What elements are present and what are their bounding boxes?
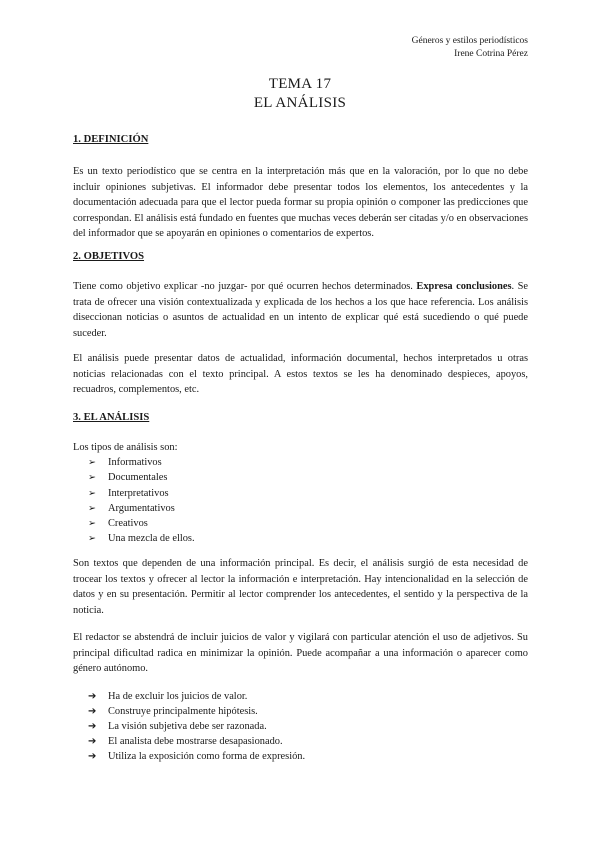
arrowhead-bullet-icon: ➢ [88, 502, 96, 514]
header-author: Irene Cotrina Pérez [454, 49, 528, 59]
paragraph [73, 279, 528, 341]
list-item [88, 516, 195, 531]
section-heading: 3. EL ANÁLISIS [73, 412, 150, 423]
section-analisis-intro [73, 440, 528, 456]
paragraph: El análisis puede presentar datos de actualidad, información documental, hechos interpretados u otras noticias relacionadas con el texto principal. A estos textos se les ha denominado despieces, apoyos, recuadros, complementos, etc. [73, 353, 528, 395]
paragraph: Son textos que dependen de una información principal. Es decir, el análisis surgió de esta necesidad de trocear los textos y ofrecer al lector la información e interpretación. Hay intencionalidad en la selección de datos y en su presentación. Permitir al lector comprender los antecedentes, el sentido y la perspectiva de la noticia. [73, 558, 528, 616]
arrowhead-bullet-icon: ➢ [88, 518, 96, 530]
arrow-bullet-icon: ➔ [88, 691, 97, 702]
section-objetivos-body [73, 279, 528, 341]
list-item-text: Documentales [108, 472, 168, 484]
page-title-topic: TEMA 17 [268, 76, 332, 92]
list-item-text: Una mezcla de ellos. [108, 533, 195, 545]
paragraph: Es un texto periodístico que se centra en la interpretación más que en la valoración, por lo que no debe incluir opiniones subjetivas. El informador debe presentar todos los elementos, los antecedentes y la documentación adecuada para que el lector pueda formar su propia opinión o componer las predicciones que correspondan. El análisis está fundado en fuentes que muchas veces deberán ser citadas y/o en observaciones del informador que se apoyarán en opiniones o comentarios de expertos. [73, 166, 528, 239]
list-item [88, 455, 195, 470]
page-title: EL ANÁLISIS [253, 95, 347, 111]
arrow-bullet-icon: ➔ [88, 736, 97, 747]
arrowhead-bullet-icon: ➢ [88, 457, 96, 468]
paragraph: El redactor se abstendrá de incluir juicios de valor y vigilará con particular atención el uso de adjetivos. Su principal dificultad radica en minimizar la opinión. Puede acompañar a una información o aparecer como género autónomo. [73, 632, 528, 674]
arrow-bullet-icon: ➔ [88, 751, 97, 762]
list-item [88, 501, 195, 516]
section-definicion-body [73, 164, 528, 242]
arrowhead-bullet-icon: ➢ [88, 533, 96, 545]
arrowhead-bullet-icon: ➢ [88, 472, 96, 484]
section-definicion [73, 132, 528, 148]
list-item [88, 704, 305, 719]
list-item-text: La visión subjetiva debe ser razonada. [108, 721, 267, 732]
analysis-rules-list [88, 689, 305, 764]
arrow-bullet-icon: ➔ [88, 706, 97, 717]
section-analisis-body-1 [73, 556, 528, 618]
page-header [412, 35, 528, 61]
list-item [88, 719, 305, 734]
section-analisis-body-2 [73, 630, 528, 677]
list-item-text: Informativos [108, 457, 162, 468]
text-run: . Se trata de ofrecer una visión contextualizada y explicada de los hechos a los que hace referencia. Los análisis diseccionan noticias o asuntos de actualidad en un intento de explicar qué está sucediendo o qué puede suceder. [73, 281, 528, 339]
list-item [88, 749, 305, 764]
list-item-text: Ha de excluir los juicios de valor. [108, 691, 248, 702]
section-analisis [73, 410, 528, 426]
bold-text: Expresa conclusiones [416, 281, 512, 292]
list-item-text: Argumentativos [108, 502, 175, 514]
header-subject: Géneros y estilos periodísticos [411, 36, 528, 46]
list-item [88, 734, 305, 749]
paragraph: Los tipos de análisis son: [73, 442, 178, 453]
list-item-text: Interpretativos [108, 487, 169, 499]
list-item [88, 486, 195, 501]
section-objetivos-body-2 [73, 351, 528, 398]
list-item-text: El analista debe mostrarse desapasionado. [108, 736, 283, 747]
section-heading: 2. OBJETIVOS [73, 251, 145, 262]
list-item-text: Utiliza la exposición como forma de expresión. [108, 751, 306, 762]
section-objetivos [73, 249, 528, 265]
text-run: Tiene como objetivo explicar -no juzgar- por qué ocurren hechos determinados. [73, 281, 417, 292]
list-item [88, 531, 195, 546]
analysis-types-list [88, 455, 195, 547]
arrow-bullet-icon: ➔ [88, 721, 97, 732]
list-item-text: Construye principalmente hipótesis. [108, 706, 258, 717]
list-item-text: Creativos [108, 518, 148, 530]
list-item [88, 689, 305, 704]
arrowhead-bullet-icon: ➢ [88, 487, 96, 499]
list-item [88, 470, 195, 485]
section-heading: 1. DEFINICIÓN [73, 134, 149, 145]
